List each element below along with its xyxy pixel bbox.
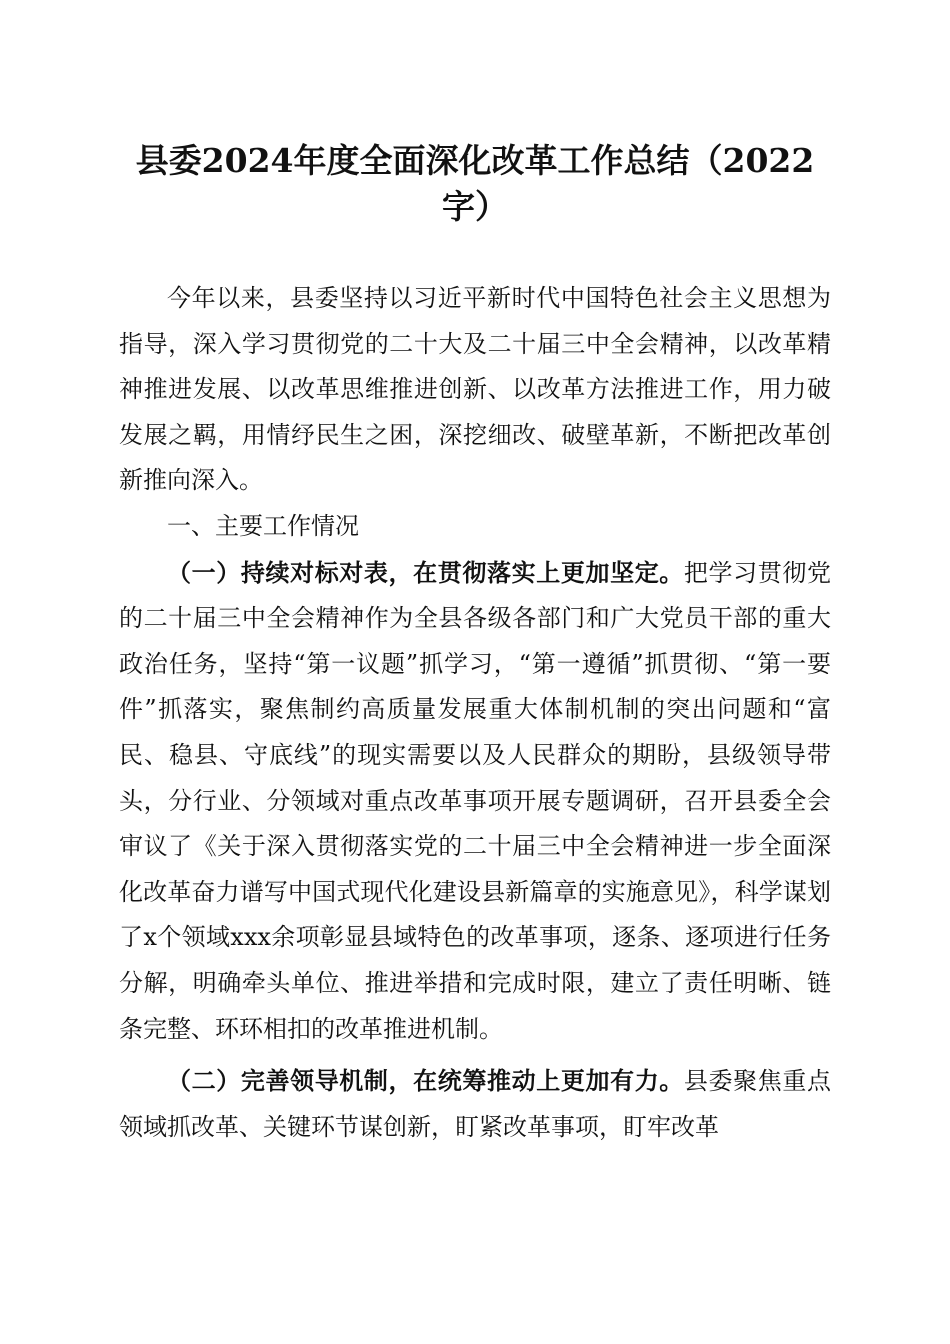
subsection-lead-2: （二）完善领导机制，在统筹推动上更加有力。	[167, 1066, 684, 1096]
document-body	[119, 276, 831, 1150]
subsection-paragraph-2	[119, 1058, 831, 1150]
subsection-body-2: 县委聚焦重点领域抓改革、关键环节谋创新，盯紧改革事项，盯牢改革	[119, 1067, 831, 1141]
intro-paragraph: 今年以来，县委坚持以习近平新时代中国特色社会主义思想为指导，深入学习贯彻党的二十大及二十届三中全会精神，以改革精神推进发展、以改革思维推进创新、以改革方法推进工作，用力破发展之羁，用情纾民生之困，深挖细改、破壁革新，不断把改革创新推向深入。	[119, 284, 831, 495]
section-heading-1: 一、主要工作情况	[167, 511, 359, 540]
subsection-body-1: 把学习贯彻党的二十届三中全会精神作为全县各级各部门和广大党员干部的重大政治任务，坚持“第一议题”抓学习，“第一遵循”抓贯彻、“第一要件”抓落实，聚焦制约高质量发展重大体制机制的突出问题和“富民、稳县、守底线”的现实需要以及人民群众的期盼，县级领导带头，分行业、分领域对重点改革事项开展专题调研，召开县委全会审议了《关于深入贯彻落实党的二十届三中全会精神进一步全面深化改革奋力谱写中国式现代化建设县新篇章的实施意见》，科学谋划了x个领域xxx余项彰显县域特色的改革事项，逐条、逐项进行任务分解，明确牵头单位、推进举措和完成时限，建立了责任明晰、链条完整、环环相扣的改革推进机制。	[119, 558, 831, 1043]
subsection-paragraph-1	[119, 550, 831, 1053]
subsection-lead-1: （一）持续对标对表，在贯彻落实上更加坚定。	[167, 557, 684, 587]
document-title	[100, 138, 850, 230]
title-line-1: 县委2024年度全面深化改革工作总结（2022	[135, 141, 815, 180]
title-line-2: 字）	[442, 187, 508, 226]
